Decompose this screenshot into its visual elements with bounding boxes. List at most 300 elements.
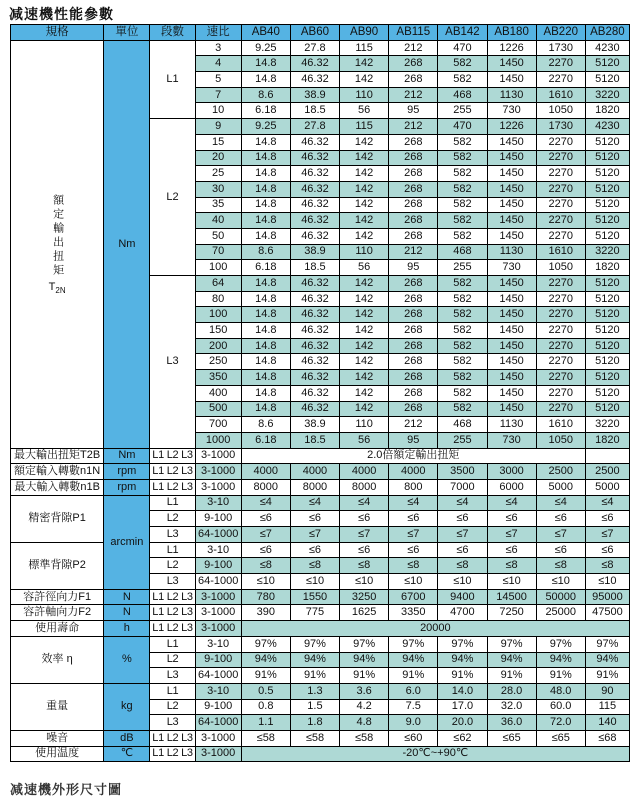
value-cell: 9400: [438, 589, 487, 605]
value-cell: ≤7: [340, 527, 389, 543]
value-cell: 5000: [536, 479, 585, 495]
value-cell: 94%: [340, 652, 389, 668]
unit-cell: N: [104, 605, 150, 621]
value-cell: 212: [389, 87, 438, 103]
value-cell: ≤8: [585, 558, 629, 574]
value-cell: 142: [340, 291, 389, 307]
value-cell: 5120: [585, 370, 629, 386]
value-cell: 142: [340, 72, 389, 88]
value-cell: 14.8: [241, 354, 290, 370]
value-cell: 268: [389, 307, 438, 323]
ratio-cell: 700: [195, 417, 241, 433]
col-header: AB90: [340, 25, 389, 41]
value-cell: 115: [340, 119, 389, 135]
value-cell: 6700: [389, 589, 438, 605]
ratio-cell: 3-1000: [195, 621, 241, 637]
col-header: AB280: [585, 25, 629, 41]
value-cell: 115: [340, 40, 389, 56]
stage-cell: L3: [150, 668, 195, 684]
ratio-cell: 3-1000: [195, 730, 241, 746]
value-cell: 1.8: [290, 715, 339, 731]
value-cell: 1450: [487, 197, 536, 213]
ratio-cell: 3-10: [195, 636, 241, 652]
value-cell: 94%: [438, 652, 487, 668]
value-cell: 95: [389, 260, 438, 276]
value-cell: 582: [438, 150, 487, 166]
value-cell: 1820: [585, 260, 629, 276]
value-cell: 582: [438, 354, 487, 370]
unit-cell: Nm: [104, 448, 150, 464]
spec-label-cell: 效率 η: [11, 636, 104, 683]
value-cell: 5120: [585, 338, 629, 354]
col-header: AB142: [438, 25, 487, 41]
stage-cell: L1: [150, 40, 195, 118]
value-cell: 46.32: [290, 228, 339, 244]
value-cell: 142: [340, 134, 389, 150]
value-cell: 1.5: [290, 699, 339, 715]
value-cell: 94%: [487, 652, 536, 668]
stage-cell: L1 L2 L3: [150, 730, 195, 746]
ratio-cell: 4: [195, 56, 241, 72]
value-cell: 8.6: [241, 244, 290, 260]
col-header: 規格: [11, 25, 104, 41]
value-cell: 97%: [585, 636, 629, 652]
value-cell: 91%: [241, 668, 290, 684]
value-cell: 5120: [585, 228, 629, 244]
value-cell: 46.32: [290, 197, 339, 213]
value-cell: 268: [389, 197, 438, 213]
value-cell: 255: [438, 432, 487, 448]
value-cell: 142: [340, 213, 389, 229]
value-cell: 2270: [536, 228, 585, 244]
value-cell: 268: [389, 291, 438, 307]
ratio-cell: 3-10: [195, 683, 241, 699]
value-cell: 142: [340, 370, 389, 386]
value-cell: 91%: [389, 668, 438, 684]
value-cell: 1450: [487, 385, 536, 401]
value-cell: 1450: [487, 213, 536, 229]
spec-label-cell: 噪音: [11, 730, 104, 746]
stage-cell: L1: [150, 495, 195, 511]
value-cell: 97%: [241, 636, 290, 652]
value-cell: 2270: [536, 323, 585, 339]
value-cell: 140: [585, 715, 629, 731]
value-cell: 142: [340, 150, 389, 166]
stage-cell: L1 L2 L3: [150, 621, 195, 637]
value-cell: 1450: [487, 291, 536, 307]
value-cell: ≤7: [487, 527, 536, 543]
value-cell: 730: [487, 432, 536, 448]
value-cell: ≤10: [536, 574, 585, 590]
value-cell: 110: [340, 87, 389, 103]
value-cell: 268: [389, 354, 438, 370]
ratio-cell: 150: [195, 323, 241, 339]
value-cell: ≤6: [487, 511, 536, 527]
unit-cell: %: [104, 636, 150, 683]
ratio-cell: 3-1000: [195, 448, 241, 464]
value-cell: 1450: [487, 338, 536, 354]
value-cell: 91%: [536, 668, 585, 684]
value-cell: ≤10: [438, 574, 487, 590]
value-cell: 14.8: [241, 385, 290, 401]
value-cell: 90: [585, 683, 629, 699]
value-cell: 5120: [585, 385, 629, 401]
value-cell: 38.9: [290, 87, 339, 103]
value-cell: 268: [389, 181, 438, 197]
ratio-cell: 10: [195, 103, 241, 119]
spec-label-cell: 使用壽命: [11, 621, 104, 637]
value-cell: 142: [340, 338, 389, 354]
value-cell: 268: [389, 228, 438, 244]
value-cell: 14.8: [241, 276, 290, 292]
value-cell: 142: [340, 401, 389, 417]
ratio-cell: 500: [195, 401, 241, 417]
unit-cell: rpm: [104, 479, 150, 495]
stage-cell: L3: [150, 527, 195, 543]
unit-cell: rpm: [104, 464, 150, 480]
value-cell: 5000: [585, 479, 629, 495]
value-cell: ≤8: [241, 558, 290, 574]
value-cell: 72.0: [536, 715, 585, 731]
value-cell: 97%: [438, 636, 487, 652]
unit-cell: kg: [104, 683, 150, 730]
value-cell: 5120: [585, 150, 629, 166]
value-cell: 268: [389, 134, 438, 150]
value-cell: 4230: [585, 40, 629, 56]
unit-cell: Nm: [104, 40, 150, 448]
value-cell: 1820: [585, 432, 629, 448]
ratio-cell: 64-1000: [195, 527, 241, 543]
value-cell: ≤6: [389, 542, 438, 558]
value-cell: 730: [487, 103, 536, 119]
value-cell: 582: [438, 276, 487, 292]
spec-label-cell: 額定輸入轉數n1N: [11, 464, 104, 480]
unit-cell: dB: [104, 730, 150, 746]
value-cell: 5120: [585, 276, 629, 292]
value-cell: ≤65: [487, 730, 536, 746]
ratio-cell: 200: [195, 338, 241, 354]
value-cell: 14.8: [241, 72, 290, 88]
value-cell: 46.32: [290, 166, 339, 182]
value-cell: 6000: [487, 479, 536, 495]
value-cell: 1625: [340, 605, 389, 621]
value-cell: 25000: [536, 605, 585, 621]
merged-value-cell: 2.0倍額定輸出扭矩: [241, 448, 585, 464]
value-cell: 1450: [487, 276, 536, 292]
col-header: 段數: [150, 25, 195, 41]
value-cell: 5120: [585, 307, 629, 323]
value-cell: ≤6: [585, 511, 629, 527]
unit-cell: h: [104, 621, 150, 637]
ratio-cell: 35: [195, 197, 241, 213]
value-cell: 97%: [536, 636, 585, 652]
value-cell: 5120: [585, 181, 629, 197]
value-cell: 36.0: [487, 715, 536, 731]
value-cell: 582: [438, 213, 487, 229]
value-cell: 14500: [487, 589, 536, 605]
value-cell: 2270: [536, 197, 585, 213]
value-cell: 268: [389, 370, 438, 386]
value-cell: ≤4: [438, 495, 487, 511]
value-cell: 8.6: [241, 417, 290, 433]
value-cell: 142: [340, 354, 389, 370]
stage-cell: L3: [150, 574, 195, 590]
value-cell: 268: [389, 150, 438, 166]
value-cell: 730: [487, 260, 536, 276]
value-cell: 582: [438, 323, 487, 339]
value-cell: 1450: [487, 370, 536, 386]
value-cell: 1450: [487, 56, 536, 72]
value-cell: 582: [438, 228, 487, 244]
value-cell: ≤6: [585, 542, 629, 558]
value-cell: ≤8: [536, 558, 585, 574]
value-cell: 46.32: [290, 338, 339, 354]
ratio-cell: 9-100: [195, 699, 241, 715]
value-cell: 1130: [487, 244, 536, 260]
value-cell: 4.8: [340, 715, 389, 731]
value-cell: 142: [340, 307, 389, 323]
value-cell: 9.0: [389, 715, 438, 731]
stage-cell: L1 L2 L3: [150, 589, 195, 605]
value-cell: 582: [438, 134, 487, 150]
ratio-cell: 70: [195, 244, 241, 260]
value-cell: 1450: [487, 150, 536, 166]
value-cell: ≤4: [536, 495, 585, 511]
value-cell: 5120: [585, 213, 629, 229]
value-cell: 1450: [487, 181, 536, 197]
value-cell: 3500: [438, 464, 487, 480]
value-cell: 5120: [585, 72, 629, 88]
stage-cell: L3: [150, 276, 195, 449]
next-section-title-partial: 减速機外形尺寸圖: [10, 782, 123, 797]
value-cell: 268: [389, 166, 438, 182]
value-cell: 3250: [340, 589, 389, 605]
ratio-cell: 350: [195, 370, 241, 386]
value-cell: 142: [340, 228, 389, 244]
value-cell: 91%: [438, 668, 487, 684]
value-cell: 470: [438, 119, 487, 135]
value-cell: 14.8: [241, 150, 290, 166]
value-cell: ≤4: [585, 495, 629, 511]
value-cell: 2270: [536, 276, 585, 292]
value-cell: 14.8: [241, 370, 290, 386]
value-cell: 2270: [536, 72, 585, 88]
value-cell: ≤8: [290, 558, 339, 574]
value-cell: 4000: [340, 464, 389, 480]
value-cell: 2270: [536, 150, 585, 166]
ratio-cell: 3: [195, 40, 241, 56]
value-cell: 3350: [389, 605, 438, 621]
value-cell: 5120: [585, 291, 629, 307]
value-cell: 1610: [536, 87, 585, 103]
value-cell: 95: [389, 103, 438, 119]
ratio-cell: 250: [195, 354, 241, 370]
value-cell: 780: [241, 589, 290, 605]
spec-label-symbol: $T_{2N}$: [48, 280, 66, 295]
value-cell: 8000: [290, 479, 339, 495]
value-cell: ≤58: [290, 730, 339, 746]
value-cell: 775: [290, 605, 339, 621]
value-cell: 14.8: [241, 166, 290, 182]
value-cell: 94%: [241, 652, 290, 668]
value-cell: 27.8: [290, 40, 339, 56]
ratio-cell: 3-1000: [195, 464, 241, 480]
value-cell: ≤60: [389, 730, 438, 746]
value-cell: 1130: [487, 417, 536, 433]
value-cell: 1450: [487, 323, 536, 339]
page-title: 减速機性能參數: [9, 6, 114, 22]
value-cell: 582: [438, 181, 487, 197]
value-cell: 255: [438, 260, 487, 276]
stage-cell: L3: [150, 715, 195, 731]
value-cell: 212: [389, 40, 438, 56]
value-cell: 18.5: [290, 260, 339, 276]
value-cell: 1450: [487, 401, 536, 417]
ratio-cell: 7: [195, 87, 241, 103]
value-cell: 56: [340, 103, 389, 119]
value-cell: 46.32: [290, 56, 339, 72]
value-cell: 582: [438, 56, 487, 72]
value-cell: 3.6: [340, 683, 389, 699]
value-cell: ≤6: [241, 511, 290, 527]
value-cell: 95: [389, 432, 438, 448]
ratio-cell: 64-1000: [195, 668, 241, 684]
value-cell: 2500: [536, 464, 585, 480]
value-cell: 1450: [487, 72, 536, 88]
value-cell: ≤6: [389, 511, 438, 527]
value-cell: 8.6: [241, 87, 290, 103]
value-cell: ≤7: [536, 527, 585, 543]
value-cell: 4000: [290, 464, 339, 480]
value-cell: 5120: [585, 197, 629, 213]
value-cell: 1610: [536, 244, 585, 260]
value-cell: 46.32: [290, 181, 339, 197]
value-cell: 142: [340, 166, 389, 182]
stage-cell: L2: [150, 699, 195, 715]
value-cell: 2270: [536, 291, 585, 307]
value-cell: 5120: [585, 134, 629, 150]
ratio-cell: 25: [195, 166, 241, 182]
spec-label-cell: 使用温度: [11, 746, 104, 762]
stage-cell: L1 L2 L3: [150, 479, 195, 495]
value-cell: ≤7: [241, 527, 290, 543]
value-cell: 56: [340, 432, 389, 448]
value-cell: 60.0: [536, 699, 585, 715]
value-cell: 1450: [487, 134, 536, 150]
spec-label-cell: 最大輸入轉數n1B: [11, 479, 104, 495]
value-cell: 2270: [536, 307, 585, 323]
value-cell: 212: [389, 119, 438, 135]
value-cell: 142: [340, 56, 389, 72]
value-cell: ≤6: [438, 542, 487, 558]
stage-cell: L1 L2 L3: [150, 746, 195, 762]
value-cell: 268: [389, 213, 438, 229]
stage-cell: L1: [150, 542, 195, 558]
value-cell: 7000: [438, 479, 487, 495]
value-cell: 91%: [487, 668, 536, 684]
value-cell: ≤4: [389, 495, 438, 511]
value-cell: ≤58: [241, 730, 290, 746]
stage-cell: L1 L2 L3: [150, 605, 195, 621]
value-cell: 4000: [241, 464, 290, 480]
value-cell: 91%: [340, 668, 389, 684]
value-cell: 468: [438, 417, 487, 433]
value-cell: ≤6: [241, 542, 290, 558]
value-cell: 56: [340, 260, 389, 276]
value-cell: 142: [340, 197, 389, 213]
value-cell: 582: [438, 166, 487, 182]
value-cell: 255: [438, 103, 487, 119]
value-cell: 1050: [536, 260, 585, 276]
value-cell: 14.8: [241, 213, 290, 229]
value-cell: 6.18: [241, 432, 290, 448]
value-cell: ≤10: [340, 574, 389, 590]
value-cell: 94%: [585, 652, 629, 668]
value-cell: 4.2: [340, 699, 389, 715]
value-cell: 46.32: [290, 213, 339, 229]
value-cell: 38.9: [290, 417, 339, 433]
ratio-cell: 3-10: [195, 495, 241, 511]
spec-vertical-label: [11, 40, 104, 448]
value-cell: 3220: [585, 244, 629, 260]
spec-label-cell: 容許軸向力F2: [11, 605, 104, 621]
value-cell: 20.0: [438, 715, 487, 731]
stage-cell: L1 L2 L3: [150, 448, 195, 464]
ratio-cell: 9-100: [195, 511, 241, 527]
ratio-cell: 5: [195, 72, 241, 88]
value-cell: ≤6: [340, 542, 389, 558]
value-cell: ≤10: [585, 574, 629, 590]
value-cell: 46.32: [290, 370, 339, 386]
value-cell: 14.0: [438, 683, 487, 699]
value-cell: 110: [340, 244, 389, 260]
value-cell: 14.8: [241, 134, 290, 150]
value-cell: 268: [389, 56, 438, 72]
value-cell: 94%: [290, 652, 339, 668]
value-cell: 582: [438, 197, 487, 213]
value-cell: 8000: [241, 479, 290, 495]
ratio-cell: 15: [195, 134, 241, 150]
col-header: AB180: [487, 25, 536, 41]
value-cell: 468: [438, 244, 487, 260]
value-cell: 6.0: [389, 683, 438, 699]
value-cell: 1450: [487, 166, 536, 182]
ratio-cell: 80: [195, 291, 241, 307]
ratio-cell: 9: [195, 119, 241, 135]
value-cell: ≤8: [487, 558, 536, 574]
value-cell: ≤7: [585, 527, 629, 543]
value-cell: 142: [340, 181, 389, 197]
value-cell: 14.8: [241, 307, 290, 323]
col-header: AB40: [241, 25, 290, 41]
value-cell: 2270: [536, 213, 585, 229]
spec-label-cell: 最大輸出扭矩T2B: [11, 448, 104, 464]
value-cell: 1130: [487, 87, 536, 103]
performance-table: [10, 24, 630, 762]
spec-label-text: 額定輸出扭矩: [51, 193, 64, 278]
empty-cell: [585, 448, 629, 464]
value-cell: 212: [389, 417, 438, 433]
ratio-cell: 3-1000: [195, 589, 241, 605]
spec-label-cell: 容許徑向力F1: [11, 589, 104, 605]
value-cell: 91%: [290, 668, 339, 684]
value-cell: 46.32: [290, 323, 339, 339]
spec-label-cell: 精密背隙P1: [11, 495, 104, 542]
value-cell: ≤10: [487, 574, 536, 590]
ratio-cell: 64: [195, 276, 241, 292]
value-cell: ≤7: [438, 527, 487, 543]
merged-value-cell: 20000: [241, 621, 629, 637]
